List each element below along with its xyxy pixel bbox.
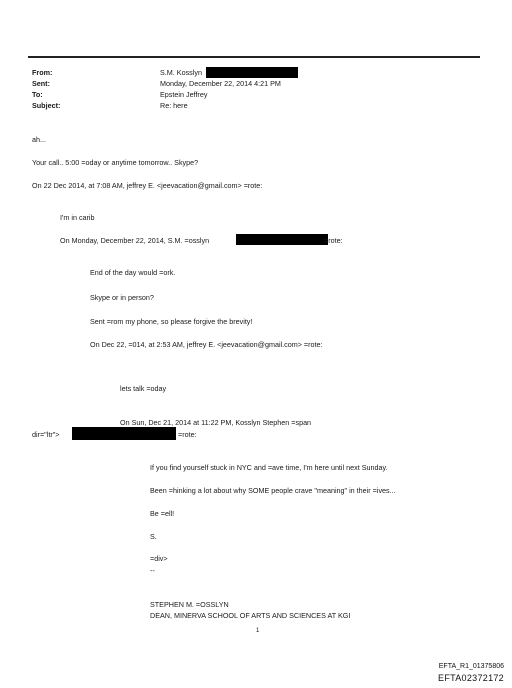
body-line: On Dec 22, =014, at 2:53 AM, jeffrey E. <jeevacation@gmail.com> =rote: bbox=[90, 340, 323, 349]
body-line: dir="ltr"> bbox=[32, 430, 60, 439]
sent-label: Sent: bbox=[32, 79, 50, 88]
body-line: If you find yourself stuck in NYC and =ave time, I'm here until next Sunday. bbox=[150, 463, 388, 472]
body-line: On 22 Dec 2014, at 7:08 AM, jeffrey E. <jeevacation@gmail.com> =rote: bbox=[32, 181, 263, 190]
subject-value: Re: here bbox=[160, 101, 188, 110]
body-line: Be =ell! bbox=[150, 509, 175, 518]
redaction-box bbox=[72, 427, 176, 440]
to-label: To: bbox=[32, 90, 43, 99]
page-number: 1 bbox=[256, 628, 260, 634]
from-label: From: bbox=[32, 68, 53, 77]
body-line: ah... bbox=[32, 135, 46, 144]
signature-title: DEAN, MINERVA SCHOOL OF ARTS AND SCIENCES AT KGI bbox=[150, 611, 351, 620]
bates-id-1: EFTA_R1_01375806 bbox=[438, 663, 504, 670]
body-line: -- bbox=[150, 566, 155, 575]
redaction-box bbox=[206, 67, 298, 78]
subject-label: Subject: bbox=[32, 101, 61, 110]
body-line: Been =hinking a lot about why SOME people crave "meaning" in their =ives... bbox=[150, 486, 396, 495]
body-line: Your call.. 5:00 =oday or anytime tomorrow.. Skype? bbox=[32, 158, 199, 167]
body-line: On Sun, Dec 21, 2014 at 11:22 PM, Kosslyn Stephen =span bbox=[120, 418, 312, 427]
to-value: Epstein Jeffrey bbox=[160, 90, 208, 99]
body-line: =rote: bbox=[178, 430, 197, 439]
body-line: I'm in carib bbox=[60, 213, 95, 222]
bates-id-2: EFTA02372172 bbox=[438, 673, 504, 683]
body-line: =rote: bbox=[324, 236, 343, 245]
redaction-box bbox=[236, 234, 328, 245]
body-line: Skype or in person? bbox=[90, 293, 154, 302]
body-line: lets talk =oday bbox=[120, 384, 167, 393]
body-line: =div> bbox=[150, 554, 168, 563]
body-line: S. bbox=[150, 532, 157, 541]
body-line: Sent =rom my phone, so please forgive the brevity! bbox=[90, 317, 253, 326]
body-line: On Monday, December 22, 2014, S.M. =osslyn bbox=[60, 236, 210, 245]
body-line: End of the day would =ork. bbox=[90, 268, 176, 277]
header-rule bbox=[28, 56, 480, 58]
signature-name: STEPHEN M. =OSSLYN bbox=[150, 600, 229, 609]
sent-value: Monday, December 22, 2014 4:21 PM bbox=[160, 79, 281, 88]
from-value: S.M. Kosslyn bbox=[160, 68, 202, 77]
